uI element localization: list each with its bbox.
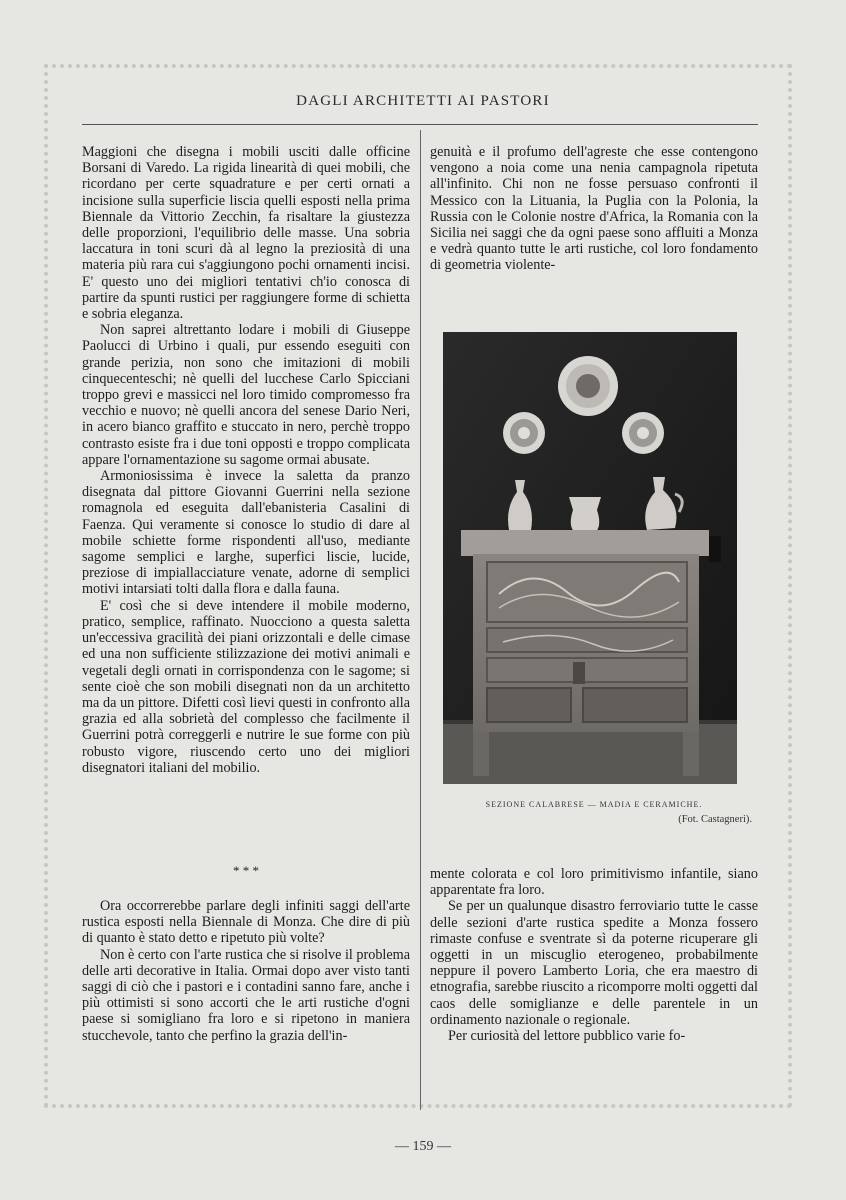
figure-caption: SEZIONE CALABRESE — MADIA E CERAMICHE. [485, 800, 703, 809]
header-rule [82, 124, 758, 125]
plate-icon [622, 412, 664, 454]
photo-credit: (Fot. Castagneri). [678, 814, 752, 825]
plate-icon [503, 412, 545, 454]
paragraph: mente colorata e col loro primitivismo infantile, siano apparentate fra loro. [430, 866, 758, 899]
right-column-top [430, 144, 758, 274]
paragraph: E' così che si deve intendere il mobile moderno, pratico, semplice, raffinato. Nuocciono a questa saletta un'eccessiva gracilità dei piani orizzontali e delle cimase ed una non sufficiente stilizzazione dei motivi animali e vegetali degli ornati in corrispondenza con le sagome; si sente cioè che son mobili disegnati non da un architetto ma da un pittore. Difetti così lievi questi in confronto alla grazia ed alla sobrietà del complesso che facilmente il Guerrini potrà correggerli e nutrire le sue forme con più robusto vigore, riuscendo certo uno dei migliori disegnatori italiani del mobilio. [82, 597, 410, 776]
paragraph: Se per un qualunque disastro ferroviario tutte le casse delle sezioni d'arte rustica spedite a Monza fossero rimaste confuse e sventrate sì da poterne ricuperare gli oggetti in un miscuglio eterogeneo, probabilmente neppure il povero Lamberto Loria, che era maestro di etnografia, sarebbe riuscito a ricomporre molti oggetti dal caos delle somiglianze e delle parentele in un ordinamento nazionale o regionale. [430, 898, 758, 1028]
paragraph: Non è certo con l'arte rustica che si risolve il problema delle arti decorative in Italia. Ormai dopo aver visto tanti saggi di ciò che i pastori e i contadini sanno fare, anche i più ottimisti si sono accorti che le arti rustiche d'ogni paese si somigliano fra loro e si ripetono in maniera stucchevole, tanto che perfino la grazia dell'in- [82, 946, 410, 1044]
madia-ceramics-illustration [443, 332, 737, 784]
jug-icon [569, 497, 601, 534]
paragraph: Ora occorrerebbe parlare degli infiniti saggi dell'arte rustica esposti nella Biennale di Monza. Che dire di più di quanto è stato detto e ripetuto più volte? [82, 898, 410, 947]
page-number: — 159 — [395, 1139, 451, 1154]
paragraph: Maggioni che disegna i mobili usciti dalle officine Borsani di Varedo. La rigida linearità di quei mobili, che ricordano per certe squadrature e per certi ornati a incisione sulla superficie liscia quelli esposti nella prima Biennale da Vittorio Zecchin, fa risaltare la giustezza delle proporzioni, l'equilibrio delle masse. Una sobria laccatura in toni scuri dà al legno la preziosità di una materia più rara cui s'aggiungono pochi ornamenti incisi. E' questo uno dei migliori tentativi ch'io conosca di partire da spunti rustici per raggiungere forme di schietta e sobria eleganza. [82, 144, 410, 323]
figure-photo [443, 332, 737, 784]
column-divider [420, 130, 421, 1110]
paragraph: genuità e il profumo dell'agreste che esse contengono vengono a noia come una nenia campagnola ripetuta all'infinito. Chi non ne fosse persuaso confronti il Messico con la Lituania, la Puglia con la Polonia, la Russia con le Colonie nostre d'Africa, la Romania con la Sicilia nei saggi che da ogni paese sono affluiti a Monza e vedrà quanto tutte le arti rustiche, col loro fondamento di geometria violente- [430, 144, 758, 274]
running-title: DAGLI ARCHITETTI AI PASTORI [296, 93, 550, 109]
left-column-bottom [82, 898, 410, 1044]
right-column-bottom [430, 866, 758, 1044]
paragraph: Non saprei altrettanto lodare i mobili di Giuseppe Paolucci di Urbino i quali, pur essendo eseguiti con grande perizia, non sono che imitazioni di mobili cinquecenteschi; nè quelli del lucchese Carlo Spicciani troppo grevi e massicci nel loro timido compromesso fra vecchio e nuovo; nè quelli ancora del senese Dario Neri, in acero bianco graffito e stuccato in nero, perchè troppo contrasto esiste fra i due toni opposti e troppo complicata appare l'ornamentazione su sagome ormai abusate. [82, 322, 410, 468]
left-column-top [82, 144, 410, 776]
plate-icon [558, 356, 618, 416]
section-asterism: * * * [233, 863, 259, 878]
paragraph: Per curiosità del lettore pubblico varie fo- [448, 1028, 686, 1045]
paragraph: Armoniosissima è invece la saletta da pranzo disegnata dal pittore Giovanni Guerrini nella sezione romagnola ed eseguita dall'ebanisteria Casalini di Faenza. Qui veramente si conosce lo studio di dare al mobile schiette forme rispondenti all'uso, mediante sagome semplici e larghe, superfici liscie, lucide, preziose di impiallacciature venate, adorne di semplici motivi intarsiati tolti dalla flora e dalla fauna. [82, 468, 410, 598]
